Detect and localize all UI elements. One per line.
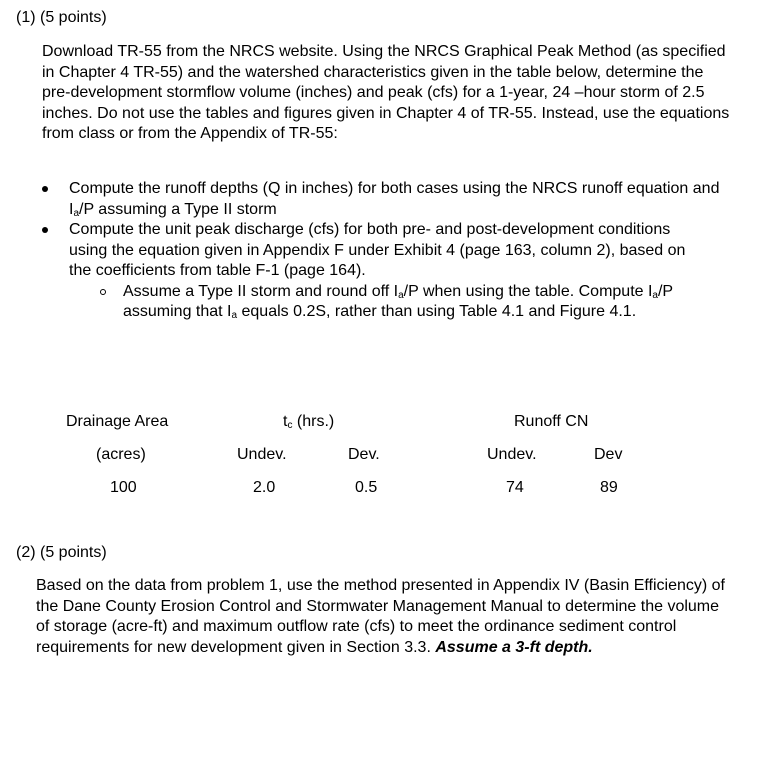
problem-2-heading: (2) (5 points) xyxy=(16,544,107,561)
tc-dev-value: 0.5 xyxy=(355,479,378,496)
problem-1-intro: Download TR-55 from the NRCS website. Using the NRCS Graphical Peak Method (as specified in Chapter 4 TR-55) and the watershed characteristics given in the table below, determine the pre-development stormflow volume (inches) and peak (cfs) for a 1-year, 24 –hour storm of 2.5 inches. Do not use the tables and figures given in Chapter 4 of TR-55. Instead, use the equations from class or from the Appendix of TR-55: xyxy=(42,43,730,142)
cn-dev-value: 89 xyxy=(600,479,618,496)
tc-header-units: (hrs.) xyxy=(292,413,335,430)
problem-2-emphasis: Assume a 3-ft depth. xyxy=(435,638,593,656)
hollow-bullet-icon xyxy=(100,289,106,295)
tc-dev-label: Dev. xyxy=(348,446,380,463)
drainage-area-header: Drainage Area xyxy=(66,413,169,430)
cn-undev-label: Undev. xyxy=(487,446,537,463)
sub-bullet-item xyxy=(42,282,693,323)
tc-undev-value: 2.0 xyxy=(253,479,276,496)
bullet-list xyxy=(42,179,732,323)
problem-2-body xyxy=(36,576,726,658)
area-value: 100 xyxy=(110,479,137,496)
bullet-item-runoff-depth xyxy=(42,179,732,220)
problem-2-text: Based on the data from problem 1, use the method presented in Appendix IV (Basin Efficiency) of the Dane County Erosion Control and Stormwater Management Manual to determine the volume of storage (acre-ft) and maximum outflow rate (cfs) to meet the ordinance sediment control requirements for new development given in Section 3.3. xyxy=(36,577,725,656)
sub-bullet-subscript-1: a xyxy=(398,289,404,301)
bullet-1-subscript: a xyxy=(73,207,80,219)
tc-header-symbol: t xyxy=(283,413,288,430)
bullet-2-text: Compute the unit peak discharge (cfs) for both pre- and post-development conditions using the equation given in Appendix F under Exhibit 4 (page 163, column 2), based on the coefficients from table F-1 (page 164). xyxy=(69,221,686,279)
sub-bullet-text-4: equals 0.2S, rather than using Table 4.1 and Figure 4.1. xyxy=(237,303,637,320)
bullet-item-unit-peak xyxy=(42,220,689,282)
sub-bullet-subscript-2: a xyxy=(652,289,658,301)
runoff-cn-header: Runoff CN xyxy=(514,413,589,430)
sub-bullet-text-2: /P when using the table. Compute I xyxy=(403,282,653,300)
bullet-1-text-a: Compute the runoff depths (Q in inches) for both cases using the NRCS runoff equation and I xyxy=(69,180,720,218)
drainage-area-unit: (acres) xyxy=(96,446,146,463)
problem-1-heading: (1) (5 points) xyxy=(16,9,107,26)
cn-undev-value: 74 xyxy=(506,479,524,496)
bullet-1-text-b: /P assuming a Type II storm xyxy=(79,200,277,218)
tc-header xyxy=(283,412,334,433)
cn-dev-label: Dev xyxy=(594,446,623,463)
sub-bullet-text-1: Assume a Type II storm and round off I xyxy=(123,282,399,300)
bullet-dot-icon xyxy=(42,186,48,192)
sub-bullet-subscript-3: a xyxy=(231,310,238,321)
sub-bullet-text-3: /P assuming that I xyxy=(123,282,673,320)
tc-undev-label: Undev. xyxy=(237,446,287,463)
tc-header-subscript: c xyxy=(287,420,293,431)
bullet-dot-icon xyxy=(42,227,48,233)
